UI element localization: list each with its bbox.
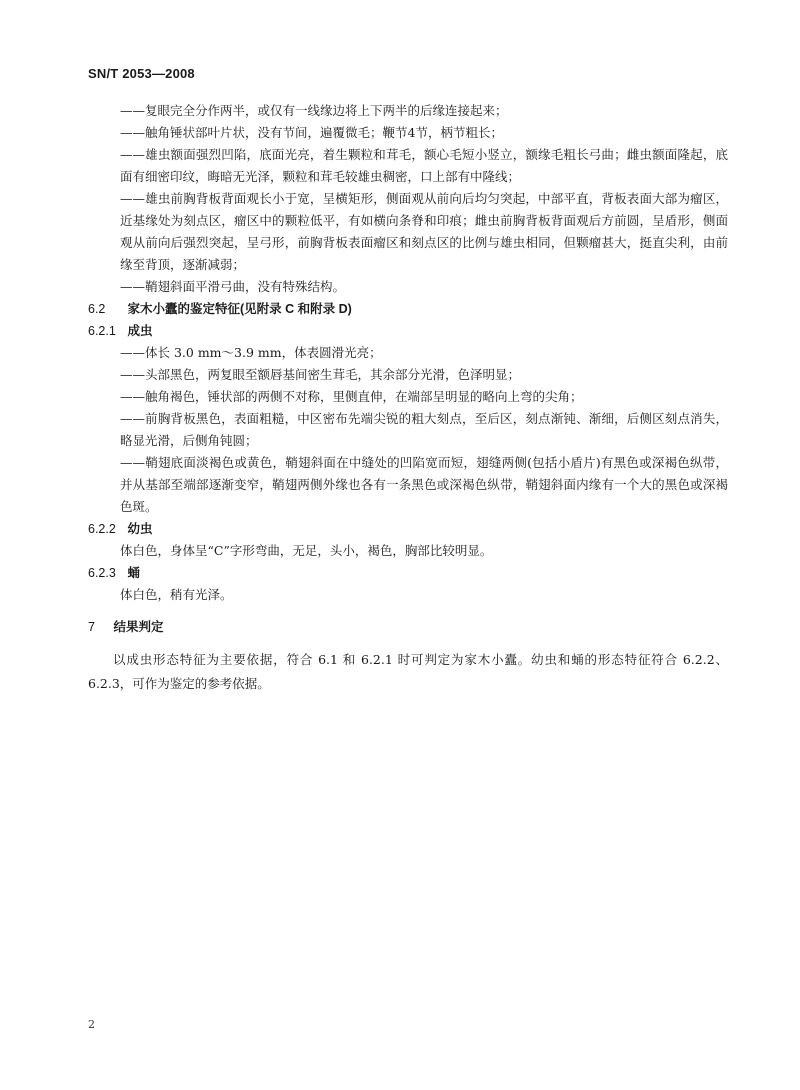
page-number: 2 <box>88 1018 95 1031</box>
section-title: 成虫 <box>127 324 153 338</box>
adult-feature-list <box>88 342 728 518</box>
section-number: 6.2.1 <box>88 324 116 338</box>
section-title: 蛹 <box>127 566 140 580</box>
pupa-description: 体白色，稍有光泽。 <box>120 587 233 602</box>
list-item: ——鞘翅斜面平滑弓曲，没有特殊结构。 <box>120 279 346 294</box>
section-7-heading <box>88 616 728 638</box>
list-item: ——触角褐色，锤状部的两侧不对称，里侧直伸，在端部呈明显的略向上弯的尖角； <box>120 389 583 404</box>
document-code: SN/T 2053—2008 <box>88 66 195 81</box>
section-number: 6.2.2 <box>88 522 116 536</box>
list-item: ——触角锤状部叶片状，没有节间，遍覆微毛；鞭节4节，柄节粗长； <box>120 125 503 140</box>
section-6-2-1-heading <box>88 320 728 342</box>
section-6-2-heading <box>88 298 728 320</box>
list-item: ——鞘翅底面淡褐色或黄色，鞘翅斜面在中缝处的凹陷宽而短，翅缝两侧(包括小盾片)有黑色或深褐色纵带，并从基部至端部逐渐变窄，鞘翅两侧外缘也各有一条黑色或深褐色纵带，鞘翅斜面内缘有一个大的黑色或深褐色斑。 <box>120 455 728 514</box>
list-item: ——体长 3.0 mm～3.9 mm，体表圆滑光亮； <box>120 345 382 360</box>
section-title: 结果判定 <box>113 620 164 634</box>
section-number: 7 <box>88 620 95 634</box>
list-item: ——雄虫额面强烈凹陷，底面光亮，着生颗粒和茸毛，额心毛短小竖立，额缘毛粗长弓曲；雌虫额面隆起，底面有细密印纹，晦暗无光泽，颗粒和茸毛较雄虫稠密，口上部有中隆线； <box>120 147 728 184</box>
section-number: 6.2.3 <box>88 566 116 580</box>
section-title: 家木小蠹的鉴定特征(见附录 C 和附录 D) <box>127 302 352 316</box>
list-item: ——复眼完全分作两半，或仅有一线缘边将上下两半的后缘连接起来； <box>120 103 508 118</box>
list-item: ——雄虫前胸背板背面观长小于宽，呈横矩形，侧面观从前向后均匀突起，中部平直，背板表面大部为瘤区，近基缘处为刻点区，瘤区中的颗粒低平，有如横向条脊和印痕；雌虫前胸背板背面观后方前圆，呈盾形，侧面观从前向后强烈突起，呈弓形，前胸背板表面瘤区和刻点区的比例与雄虫相同，但颗瘤甚大，挺直尖利，由前缘至背顶，逐渐减弱； <box>120 191 728 272</box>
section-6-2-3-heading <box>88 562 728 584</box>
result-paragraph: 以成虫形态特征为主要依据，符合 6.1 和 6.2.1 时可判定为家木小蠹。幼虫和蛹的形态特征符合 6.2.2、6.2.3，可作为鉴定的参考依据。 <box>88 652 728 691</box>
section-6-2-2-heading <box>88 518 728 540</box>
section-title: 幼虫 <box>127 522 153 536</box>
list-item: ——前胸背板黑色，表面粗糙，中区密布先端尖锐的粗大刻点，至后区，刻点渐钝、渐细，后侧区刻点消失，略显光滑，后侧角钝圆； <box>120 411 728 448</box>
list-item: ——头部黑色，两复眼至额唇基间密生茸毛，其余部分光滑，色泽明显； <box>120 367 521 382</box>
larva-description: 体白色，身体呈“C”字形弯曲，无足，头小，褐色，胸部比较明显。 <box>120 543 493 558</box>
document-body <box>88 100 728 696</box>
section-number: 6.2 <box>88 302 106 316</box>
feature-list-6-1 <box>88 100 728 298</box>
